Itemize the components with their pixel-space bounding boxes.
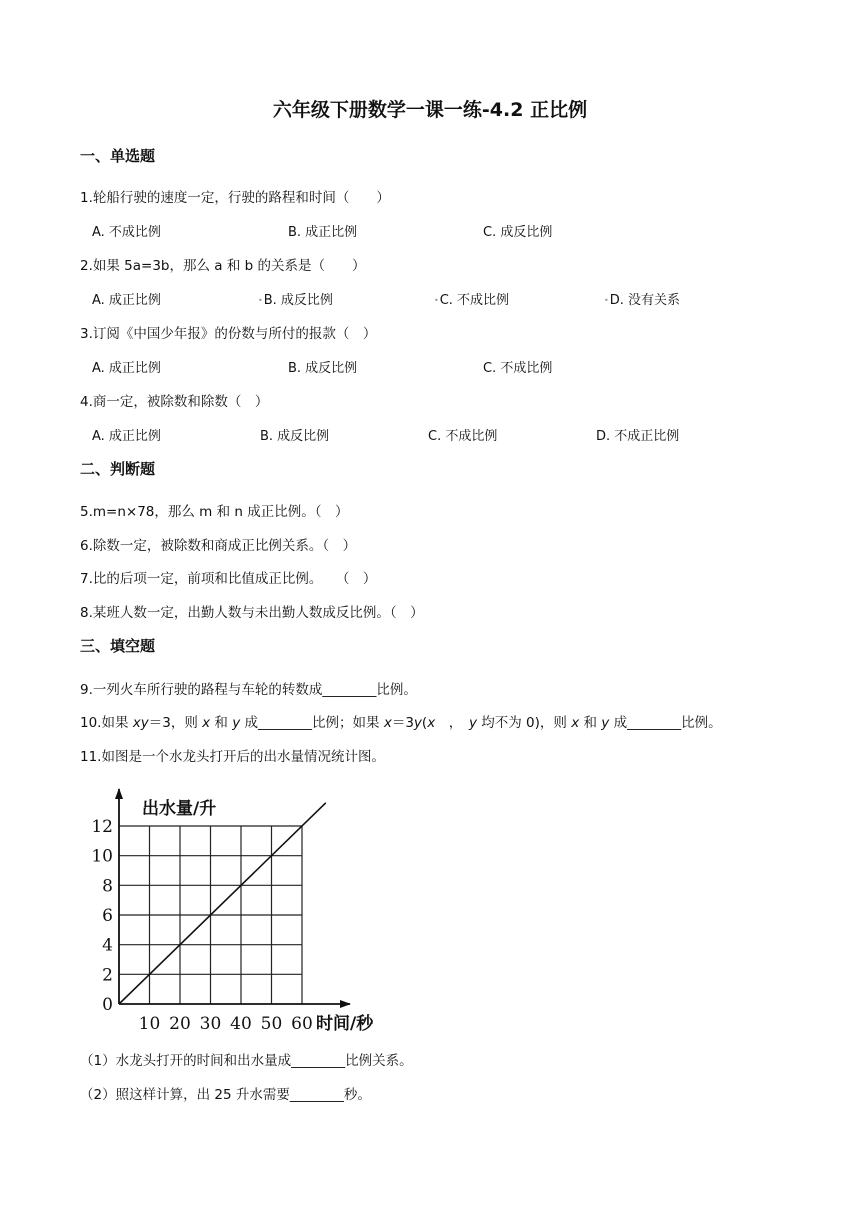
q2-option-d[interactable]: •D. 没有关系 xyxy=(604,293,680,308)
q3-option-b[interactable]: B. 成反比例 xyxy=(288,361,358,376)
chart-labels xyxy=(91,798,374,1034)
q1-option-c[interactable]: C. 成反比例 xyxy=(483,225,553,240)
artifact-dot-icon: • xyxy=(258,296,263,305)
question-11: 11.如图是一个水龙头打开后的出水量情况统计图。 xyxy=(80,749,385,765)
x-tick-label: 30 xyxy=(199,1014,222,1034)
y-tick-label: 10 xyxy=(91,846,113,867)
question-11-part-1: （1）水龙头打开的时间和出水量成________比例关系。 xyxy=(80,1053,413,1069)
question-6: 6.除数一定，被除数和商成正比例关系。（ ） xyxy=(80,538,357,554)
q2-option-c[interactable]: •C. 不成比例 xyxy=(434,293,510,308)
x-tick-label: 10 xyxy=(138,1014,161,1034)
chart-axes xyxy=(115,788,351,1008)
q1-option-a[interactable]: A. 不成比例 xyxy=(92,225,161,240)
artifact-dot-icon: • xyxy=(604,296,609,305)
q4-option-d[interactable]: D. 不成正比例 xyxy=(596,429,680,444)
q1-option-b[interactable]: B. 成正比例 xyxy=(288,225,358,240)
x-tick-label: 20 xyxy=(169,1014,191,1034)
question-5: 5.m=n×78，那么 m 和 n 成正比例。（ ） xyxy=(80,504,349,520)
section-heading-single-choice: 一、单选题 xyxy=(80,147,156,165)
question-7: 7.比的后项一定，前项和比值成正比例。 （ ） xyxy=(80,571,377,587)
q4-option-c[interactable]: C. 不成比例 xyxy=(428,429,498,444)
q4-option-b[interactable]: B. 成反比例 xyxy=(260,429,330,444)
question-8: 8.某班人数一定，出勤人数与未出勤人数成反比例。（ ） xyxy=(80,605,424,621)
y-axis-arrow-icon xyxy=(115,788,123,799)
x-axis-arrow-icon xyxy=(340,1000,351,1008)
question-3: 3.订阅《中国少年报》的份数与所付的报款（ ） xyxy=(80,326,377,342)
page-title: 六年级下册数学一课一练-4.2 正比例 xyxy=(272,99,588,121)
y-tick-label: 0 xyxy=(102,995,113,1015)
artifact-dot-icon: • xyxy=(434,296,439,305)
y-tick-label: 8 xyxy=(102,876,113,897)
x-tick-label: 50 xyxy=(260,1014,283,1034)
y-axis-title: 出水量/升 xyxy=(142,799,217,819)
q4-option-a[interactable]: A. 成正比例 xyxy=(92,429,161,444)
x-axis-title: 时间/秒 xyxy=(316,1014,374,1034)
y-tick-label: 2 xyxy=(102,965,113,986)
q3-option-a[interactable]: A. 成正比例 xyxy=(92,361,161,376)
x-tick-label: 40 xyxy=(230,1014,252,1034)
question-1: 1.轮船行驶的速度一定，行驶的路程和时间（ ） xyxy=(80,190,390,206)
question-2: 2.如果 5a=3b，那么 a 和 b 的关系是（ ） xyxy=(80,258,366,274)
question-11-part-2: （2）照这样计算，出 25 升水需要________秒。 xyxy=(80,1087,371,1103)
q2-option-b[interactable]: •B. 成反比例 xyxy=(258,293,333,308)
question-4: 4.商一定，被除数和除数（ ） xyxy=(80,394,269,410)
water-output-line-chart xyxy=(78,777,398,1037)
y-tick-label: 4 xyxy=(102,935,113,956)
section-heading-fill-blank: 三、填空题 xyxy=(80,637,156,655)
question-10: 10.如果 xy＝3，则 x 和 y 成________比例；如果 x＝3y(x ， y 均不为 0)，则 x 和 y 成________比例。 xyxy=(80,715,722,731)
y-tick-label: 6 xyxy=(102,906,113,926)
section-heading-true-false: 二、判断题 xyxy=(80,460,156,478)
question-9: 9.一列火车所行驶的路程与车轮的转数成________比例。 xyxy=(80,682,417,698)
q2-option-a[interactable]: A. 成正比例 xyxy=(92,293,161,308)
x-tick-label: 60 xyxy=(291,1014,313,1034)
q3-option-c[interactable]: C. 不成比例 xyxy=(483,361,553,376)
y-tick-label: 12 xyxy=(91,817,113,837)
